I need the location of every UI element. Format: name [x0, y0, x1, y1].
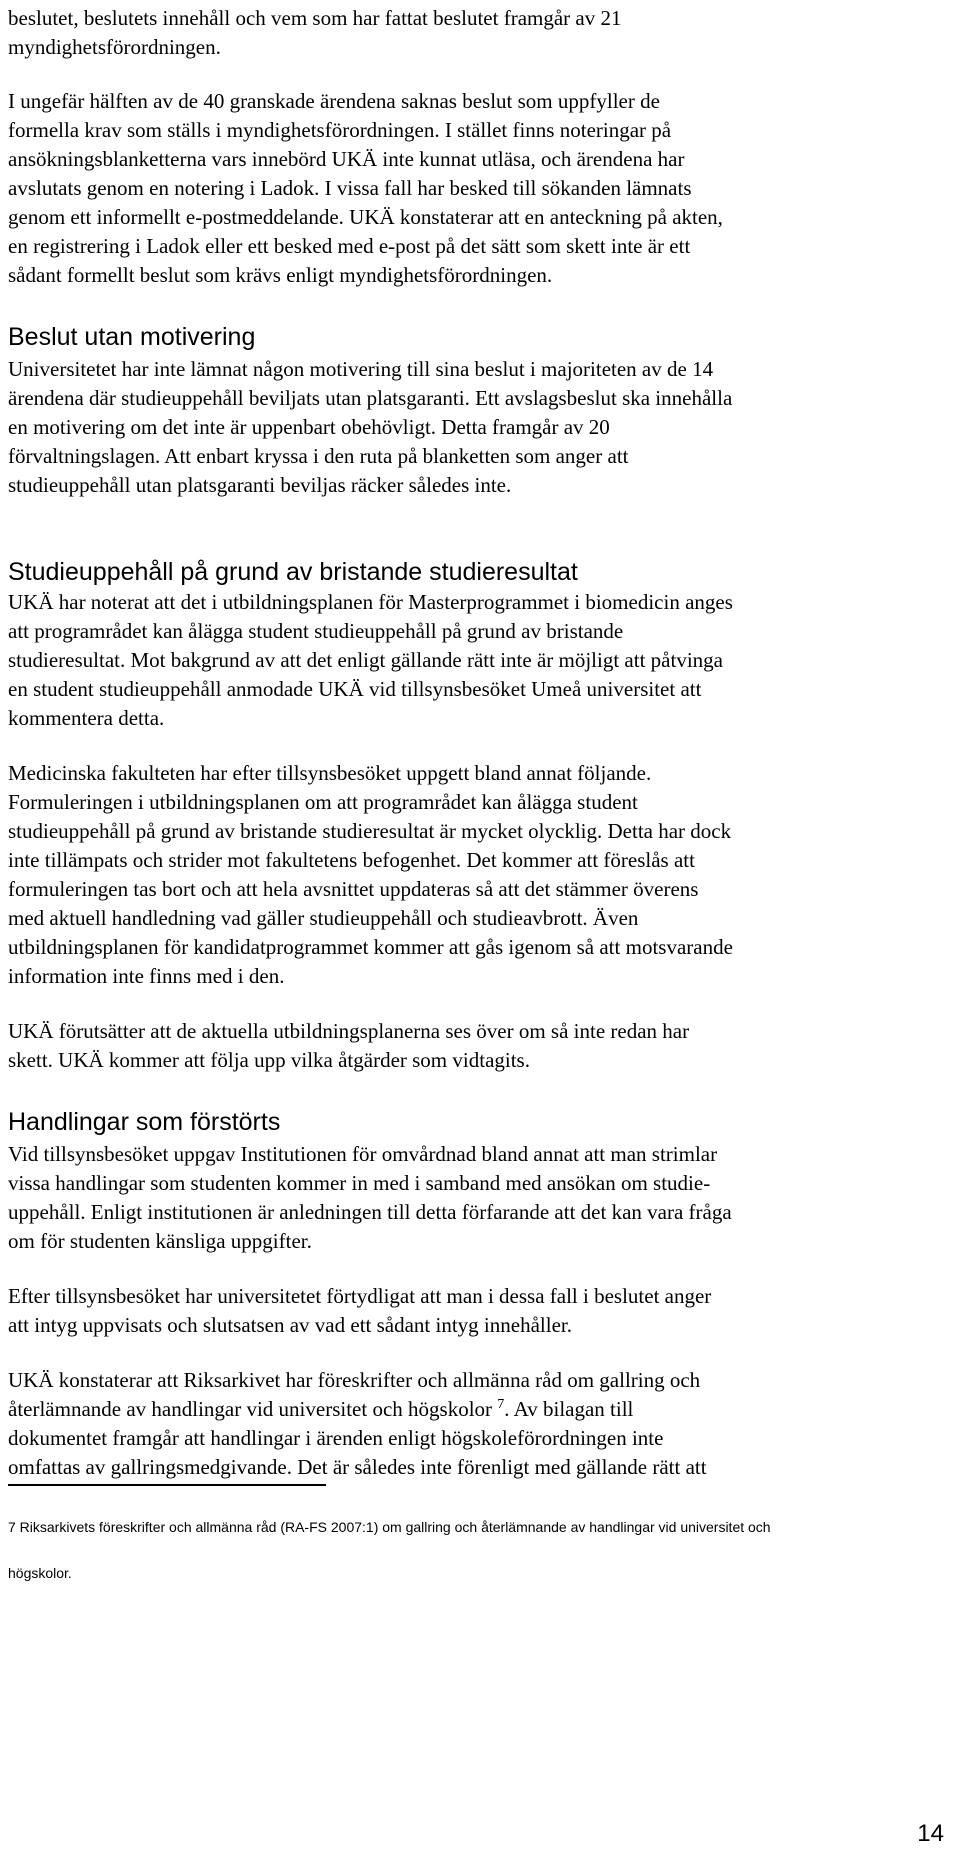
- document-page: [8, 0, 944, 1482]
- paragraph-uka-followup: UKÄ förutsätter att de aktuella utbildningsplanerna ses över om så inte redan har skett. UKÄ kommer att följa upp vilka åtgärder som vidtagits.: [8, 1019, 690, 1072]
- heading-study-break-results: Studieuppehåll på grund av bristande studieresultat: [8, 558, 578, 586]
- paragraph-study-plan-note: UKÄ har noterat att det i utbildningsplanen för Masterprogrammet i biomedicin anges att programrådet kan ålägga student studieuppehåll på grund av bristande studieresultat. Mot bakgrund av att det enligt gällande rätt inte är möjligt att påtvinga en student studieuppehåll anmodade UKÄ vid tillsynsbesöket Umeå universitet att kommentera detta.: [8, 590, 733, 730]
- paragraph-riksarkivet-start: UKÄ konstaterar att Riksarkivet har föreskrifter och allmänna råd om gallring och återlämnande av handlingar vid universitet och högskolor: [8, 1368, 701, 1421]
- paragraph-no-motivation: Universitetet har inte lämnat någon motivering till sina beslut i majoriteten av de 14 ärendena där studieuppehåll beviljats utan platsgaranti. Ett avslagsbeslut ska innehålla en motivering om det inte är uppenbart obehövligt. Detta framgår av 20 förvaltningslagen. Att enbart kryssa i den ruta på blanketten som anger att studieuppehåll utan platsgaranti beviljas räcker således inte.: [8, 357, 733, 497]
- paragraph-riksarkivet-end: . Av bilagan till dokumentet framgår att handlingar i ärenden enligt högskoleförordningen inte omfattas av gallringsmedgivande. Det är således inte förenligt med gällande rätt att: [8, 1397, 707, 1479]
- paragraph-decision-contents: beslutet, beslutets innehåll och vem som har fattat beslutet framgår av 21 myndighetsförordningen.: [8, 6, 622, 59]
- paragraph-shredding: Vid tillsynsbesöket uppgav Institutionen för omvårdnad bland annat att man strimlar vissa handlingar som studenten kommer in med i samband med ansökan om studie- uppehåll. Enligt institutionen är anledningen till detta förfarande att det kan vara fråga om för studenten känsliga uppgifter.: [8, 1142, 732, 1253]
- footnote-text: 7 Riksarkivets föreskrifter och allmänna råd (RA-FS 2007:1) om gallring och återlämnande av handlingar vid universitet och högskolor.: [8, 1519, 771, 1581]
- heading-no-motivation: Beslut utan motivering: [8, 323, 256, 351]
- paragraph-faculty-response: Medicinska fakulteten har efter tillsynsbesöket uppgett bland annat följande. Formuleringen i utbildningsplanen om att programrådet kan ålägga student studieuppehåll på grund av bristande studieresultat är mycket olycklig. Detta har dock inte tillämpats och strider mot fakultetens befogenhet. Det kommer att föreslås att formuleringen tas bort och att hela avsnittet uppdateras så att det stämmer överens med aktuell handledning vad gäller studieuppehåll och studieavbrott. Även utbildningsplanen för kandidatprogrammet kommer att gås igenom så att motsvarande information inte finns med i den.: [8, 761, 733, 988]
- footnote-divider: [8, 1484, 326, 1486]
- page-number: 14: [917, 1820, 944, 1847]
- paragraph-missing-decisions: I ungefär hälften av de 40 granskade ärendena saknas beslut som uppfyller de formella krav som ställs i myndighetsförordningen. I stället finns noteringar på ansökningsblanketterna vars innebörd UKÄ inte kunnat utläsa, och ärendena har avslutats genom en notering i Ladok. I vissa fall har besked till sökanden lämnats genom ett informellt e-postmeddelande. UKÄ konstaterar att en anteckning på akten, en registrering i Ladok eller ett besked med e-post på det sätt som skett inte är ett sådant formellt beslut som krävs enligt myndighetsförordningen.: [8, 89, 723, 287]
- paragraph-riksarkivet: [8, 1366, 944, 1482]
- heading-destroyed-documents: Handlingar som förstörts: [8, 1108, 281, 1136]
- paragraph-clarification: Efter tillsynsbesöket har universitetet förtydligat att man i dessa fall i beslutet anger att intyg uppvisats och slutsatsen av vad ett sådant intyg innehåller.: [8, 1284, 712, 1337]
- footnote-reference[interactable]: 7: [497, 1397, 505, 1412]
